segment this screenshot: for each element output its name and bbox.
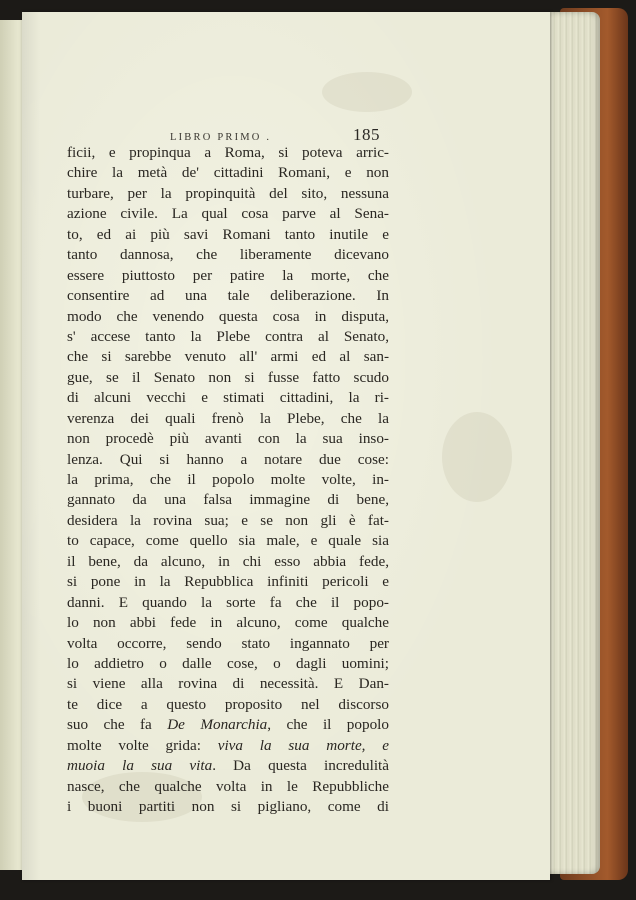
text-span: chire la metà de' cittadini Romani, e non bbox=[67, 164, 389, 182]
text-line bbox=[67, 347, 389, 367]
text-line bbox=[67, 777, 389, 797]
text-line bbox=[67, 797, 389, 817]
text-span: non procedè più avanti con la sua inso- bbox=[67, 430, 389, 448]
text-line bbox=[67, 552, 389, 572]
text-line bbox=[67, 143, 389, 163]
text-line bbox=[67, 163, 389, 183]
text-line bbox=[67, 266, 389, 286]
text-line bbox=[67, 450, 389, 470]
text-span: to capace, come quello sia male, e quale sia bbox=[67, 532, 389, 550]
text-span: te dice a questo proposito nel discorso bbox=[67, 695, 389, 713]
text-line bbox=[67, 531, 389, 551]
body-text bbox=[67, 143, 389, 817]
text-span: il bene, da alcuno, in chi esso abbia fede, bbox=[67, 552, 389, 570]
text-line bbox=[67, 409, 389, 429]
text-span: gue, se il Senato non si fusse fatto scudo bbox=[67, 368, 389, 386]
text-span: lo non abbi fede in alcuno, come qualche bbox=[67, 614, 389, 632]
text-line bbox=[67, 572, 389, 592]
foxing-stain bbox=[322, 72, 412, 112]
foxing-stain bbox=[442, 412, 512, 502]
text-line bbox=[67, 654, 389, 674]
text-span: modo che venendo questa cosa in disputa, bbox=[67, 307, 389, 325]
text-line bbox=[67, 593, 389, 613]
text-line bbox=[67, 368, 389, 388]
text-line bbox=[67, 613, 389, 633]
text-line bbox=[67, 715, 389, 735]
text-span: danni. E quando la sorte fa che il popo- bbox=[67, 593, 389, 611]
italic-span: muoia la sua vita bbox=[67, 757, 213, 775]
text-span: si viene alla rovina di necessità. E Dan- bbox=[67, 675, 389, 693]
text-span: s' accese tanto la Plebe contra al Senato, bbox=[67, 327, 389, 345]
text-line bbox=[67, 286, 389, 306]
text-span: essere piuttosto per patire la morte, che bbox=[67, 266, 389, 284]
text-span: i buoni partiti non si pigliano, come di bbox=[67, 798, 389, 815]
italic-span: De Monarchia bbox=[167, 716, 268, 734]
text-line bbox=[67, 245, 389, 265]
text-span: di alcuni vecchi e stimati cittadini, la ri- bbox=[67, 389, 389, 407]
text-line bbox=[67, 695, 389, 715]
text-span: che si sarebbe venuto all' armi ed al san- bbox=[67, 348, 389, 366]
text-span: lenza. Qui si hanno a notare due cose: bbox=[67, 450, 389, 468]
text-span: la prima, che il popolo molte volte, in- bbox=[67, 471, 389, 488]
text-span: si pone in la Repubblica infiniti pericoli e bbox=[67, 573, 389, 591]
text-line bbox=[67, 511, 389, 531]
text-line bbox=[67, 429, 389, 449]
italic-span: viva la sua morte, e bbox=[217, 736, 389, 754]
text-line bbox=[67, 388, 389, 408]
page-number: 185 bbox=[353, 125, 380, 144]
text-line bbox=[67, 184, 389, 204]
text-line bbox=[67, 736, 389, 756]
text-span: to, ed ai più savi Romani tanto inutile e bbox=[67, 225, 389, 243]
text-line bbox=[67, 327, 389, 347]
text-line bbox=[67, 225, 389, 245]
text-line bbox=[67, 490, 389, 510]
text-span: consentire ad una tale deliberazione. In bbox=[67, 287, 389, 305]
text-span: suo che fa bbox=[67, 716, 168, 734]
text-span: desidera la rovina sua; e se non gli è fat- bbox=[67, 511, 389, 529]
text-span: volta occorre, sendo stato ingannato per bbox=[67, 634, 389, 652]
text-span: lo addietro o dalle cose, o dagli uomini; bbox=[67, 654, 389, 672]
text-span: . Da questa incredulità bbox=[212, 757, 389, 775]
text-line bbox=[67, 674, 389, 694]
text-line bbox=[67, 756, 389, 776]
text-span: , che il popolo bbox=[267, 716, 389, 734]
text-span: ficii, e propinqua a Roma, si poteva arric- bbox=[67, 144, 389, 161]
text-span: azione civile. La qual cosa parve al Sena- bbox=[67, 205, 389, 223]
text-line bbox=[67, 204, 389, 224]
text-line bbox=[67, 470, 389, 490]
text-span: molte volte grida: bbox=[67, 736, 218, 754]
text-span: gannato da una falsa immagine di bene, bbox=[67, 491, 389, 509]
text-line bbox=[67, 634, 389, 654]
text-span: turbare, per la propinquità del sito, nessuna bbox=[67, 184, 389, 202]
text-span: nasce, che qualche volta in le Repubbliche bbox=[67, 777, 389, 795]
text-span: verenza dei quali frenò la Plebe, che la bbox=[67, 409, 389, 427]
running-head-title: LIBRO PRIMO . bbox=[170, 132, 272, 143]
text-span: tanto dannosa, che liberamente dicevano bbox=[67, 246, 389, 264]
text-line bbox=[67, 307, 389, 327]
